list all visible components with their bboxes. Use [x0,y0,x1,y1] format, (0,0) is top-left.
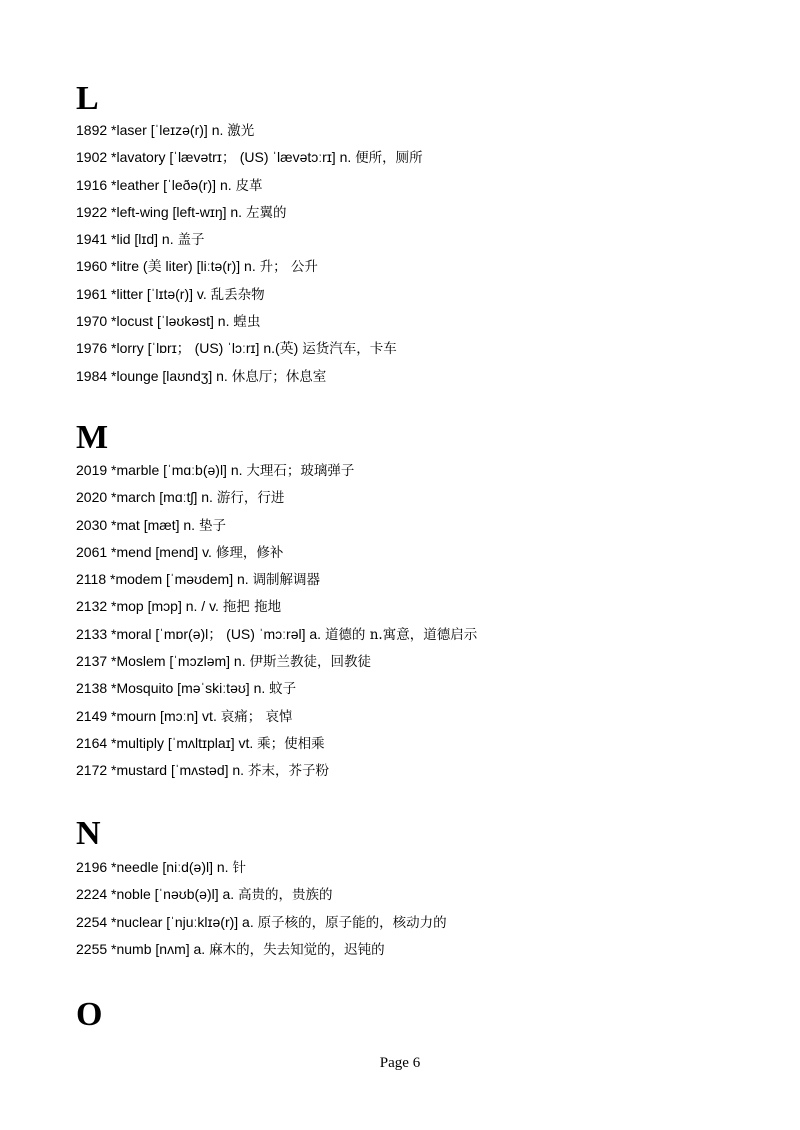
entry-definition: 乱丢杂物 [210,286,265,303]
vocab-entry [76,730,477,757]
vocab-entry [76,226,423,253]
vocab-entry [76,854,447,881]
entry-headword: 2149 *mourn [mɔːn] vt. [76,707,217,724]
entry-definition: 乘；使相乘 [257,735,325,752]
entry-headword: 2019 *marble [ˈmɑːb(ə)l] n. [76,462,243,478]
entry-headword: 2196 *needle [niːd(ə)l] n. [76,859,229,875]
vocab-entry [76,199,423,226]
entry-definition: 修理，修补 [215,544,284,561]
entry-headword: 1922 *left-wing [left-wɪŋ] n. [76,203,243,220]
vocab-entry [76,675,477,702]
vocab-entry [76,936,447,963]
entry-definition: 原子核的，原子能的，核动力的 [257,914,447,931]
entry-definition: 蚊子 [269,681,297,698]
vocab-entry [76,703,477,730]
entry-headword: 2172 *mustard [ˈmʌstəd] n. [76,762,245,779]
section-heading-n: N [76,815,101,852]
entry-definition: 道德的 n.寓意，道德启示 [324,626,478,643]
entry-headword: 2164 *multiply [ˈmʌltɪplaɪ] vt. [76,734,254,751]
entry-definition: 针 [232,860,246,876]
vocab-entry [76,539,477,566]
entry-headword: 1976 *lorry [ˈlɒrɪ； (US) ˈlɔːrɪ] n.(英) [76,340,299,357]
vocab-entry [76,566,477,593]
entry-definition: 休息厅；休息室 [231,368,327,385]
entry-headword: 2132 *mop [mɔp] n. / v. [76,598,219,615]
entry-list-n [76,854,447,963]
entry-headword: 1916 *leather [ˈleðə(r)] n. [76,176,232,193]
entry-definition: 左翼的 [245,204,287,221]
vocab-entry [76,909,447,936]
entry-definition: 升； 公升 [259,259,318,276]
entry-definition: 大理石；玻璃弹子 [246,463,355,479]
entry-headword: 2137 *Moslem [ˈmɔzləm] n. [76,653,246,670]
entry-definition: 运货汽车，卡车 [302,341,397,358]
entry-definition: 调制解调器 [252,572,321,589]
entry-headword: 2118 *modem [ˈməʊdem] n. [76,571,249,588]
vocab-entry [76,172,423,199]
entry-definition: 麻木的，失去知觉的，迟钝的 [209,941,385,958]
vocab-entry [76,512,477,539]
entry-headword: 2224 *noble [ˈnəʊb(ə)l] a. [76,886,235,903]
entry-headword: 1941 *lid [lɪd] n. [76,231,174,248]
entry-list-m [76,457,477,785]
entry-headword: 1960 *litre (美 liter) [liːtə(r)] n. [76,258,256,275]
vocab-entry [76,621,477,648]
entry-headword: 2133 *moral [ˈmɒr(ə)l； (US) ˈmɔːrəl] a. [76,625,322,642]
vocab-entry [76,363,423,390]
vocab-entry [76,308,423,335]
entry-headword: 2020 *march [mɑːtʃ] n. [76,489,213,506]
entry-definition: 皮革 [235,177,263,194]
section-heading-m: M [76,419,109,456]
vocab-entry [76,757,477,784]
entry-definition: 便所，厕所 [355,150,423,167]
vocab-entry [76,484,477,511]
entry-definition: 盖子 [177,232,205,249]
entry-headword: 1902 *lavatory [ˈlævətrɪ； (US) ˈlævətɔːrɪ] n. [76,149,352,166]
entry-definition: 激光 [227,123,255,139]
page-number: Page 6 [379,1055,421,1071]
entry-definition: 游行，行进 [216,490,285,507]
entry-headword: 2138 *Mosquito [məˈskiːtəʊ] n. [76,680,266,697]
vocab-entry [76,457,477,484]
entry-list-l [76,117,423,390]
vocab-entry [76,593,477,620]
vocab-entry [76,335,423,362]
vocab-entry [76,144,423,171]
entry-headword: 2254 *nuclear [ˈnjuːklɪə(r)] a. [76,913,254,930]
entry-definition: 伊斯兰教徒，回教徒 [249,654,371,671]
entry-headword: 1970 *locust [ˈləʊkəst] n. [76,313,230,330]
entry-headword: 1984 *lounge [laʊndʒ] n. [76,367,228,384]
entry-definition: 哀痛； 哀悼 [220,708,293,725]
entry-definition: 蝗虫 [233,314,261,331]
vocab-entry [76,117,423,144]
entry-headword: 2030 *mat [mæt] n. [76,516,196,533]
section-heading-o: O [76,996,103,1033]
vocab-entry [76,648,477,675]
vocab-entry [76,881,447,908]
vocab-entry [76,253,423,280]
entry-headword: 1961 *litter [ˈlɪtə(r)] v. [76,285,207,302]
entry-headword: 2255 *numb [nʌm] a. [76,940,206,957]
vocab-entry [76,281,423,308]
entry-definition: 芥末，芥子粉 [247,763,329,780]
entry-headword: 1892 *laser [ˈleɪzə(r)] n. [76,122,224,138]
entry-definition: 垫子 [198,517,226,534]
entry-definition: 高贵的，贵族的 [238,887,333,904]
entry-definition: 拖把 拖地 [222,599,282,616]
section-heading-l: L [76,80,99,117]
entry-headword: 2061 *mend [mend] v. [76,543,212,560]
